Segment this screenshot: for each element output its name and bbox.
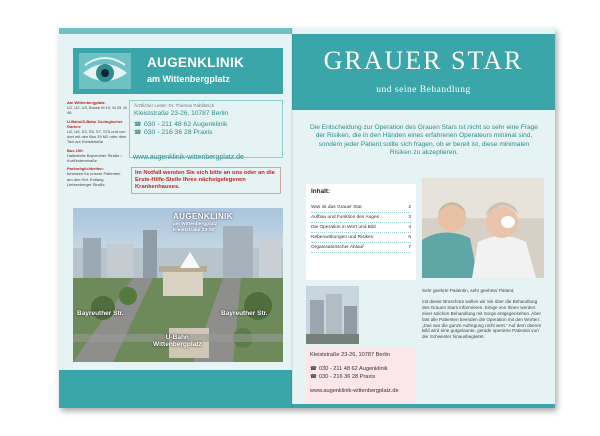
title-band: [292, 34, 555, 110]
fax-icon: ☎: [310, 374, 317, 380]
phone-icon: ☎: [310, 366, 317, 372]
street-label: Bayreuther Str.: [77, 310, 124, 317]
bottom-band: [59, 370, 292, 408]
address: Kleiststraße 23-26, 10787 Berlin: [310, 352, 390, 358]
top-stripe: [59, 28, 292, 34]
direction-item: Bus 100: Haltestelle Bayreuther Straße / Kurfürstenstraße: [67, 147, 122, 164]
bottom-stripe: [292, 404, 555, 408]
clinic-building-photo: [306, 286, 359, 344]
toc-item: Die Operation in Wort und Bild 4: [311, 223, 411, 233]
clinic-lead: Ärztlicher Leiter: Dr. Thomas Pahlitzsch: [134, 103, 215, 108]
website-link[interactable]: www.augenklinik-wittenbergplatz.de: [133, 154, 244, 161]
clinic-logo: [73, 48, 283, 94]
direction-item: U-Bahn/S-Bahn Zoologischer Garten: U2, U9, S3, S5, S7, S75 und von dort mit den Bus 29 M2 oder dem Taxi zur Kleiststraße: [67, 118, 127, 145]
website-link[interactable]: www.augenklinik-wittenbergplatz.de: [310, 388, 399, 394]
toc-title: Inhalt:: [311, 188, 331, 195]
patient-illustration: [422, 178, 544, 278]
building-illustration: [306, 286, 359, 344]
ubahn-label: U-Bahn Wittenbergplatz: [153, 334, 202, 348]
brochure-subtitle: und seine Behandlung: [376, 85, 471, 95]
directions: [67, 100, 127, 190]
page-fold: [291, 28, 293, 408]
fax-icon: ☎: [134, 130, 142, 136]
toc-item: Organisatorischer Ablauf 7: [311, 243, 411, 253]
address-box: [306, 348, 416, 406]
greeting: Sehr geehrte Patientin, sehr geehrter Patient,: [422, 288, 515, 293]
direction-item: Parkmöglichkeiten: besetzen für unsere Patienten am den Hof. Entlang Lietzenberger Straße.: [67, 166, 121, 187]
toc-item: Aufbau und Funktion des Auges 3: [311, 213, 411, 223]
photo-subtitle: am Wittenbergplatz Kleiststraße 23-26: [173, 222, 218, 233]
photo-title: AUGENKLINIK: [173, 212, 233, 221]
toc-item: Was ist das Grauer Star 2: [311, 203, 411, 213]
eye-icon: [79, 53, 131, 89]
phone-practice: ☎ 030 - 216 36 28 Praxis: [134, 129, 213, 136]
clinic-address: Kleiststraße 23-26, 10787 Berlin: [134, 110, 229, 117]
patient-nurse-photo: [422, 178, 544, 278]
emergency-note: Im Notfall wenden Sie sich bitte an uns oder an die Erste-Hilfe-Stelle Ihres nächstgelegenen Krankenhauses.: [131, 167, 281, 194]
logo-title: AUGENKLINIK: [147, 55, 245, 70]
intro-text: Die Entscheidung zur Operation des Grauen Stars ist nicht so sehr eine Frage der Risiken, die in den Händen eines erfahrenen Operateurs minimal sind, sondern jeder Patient sollte sich fragen, ob er bereit ist, diese minimalen Risiken zu akzeptieren.: [310, 124, 538, 157]
brochure: [59, 28, 555, 408]
direction-item: Am Wittenbergplatz: U1, U2, U3, Busse M 19, M 29, M 46: [67, 100, 127, 116]
table-of-contents: [306, 184, 416, 280]
brochure-title: GRAUER STAR: [323, 46, 524, 75]
street-label: Bayreuther Str.: [221, 310, 268, 317]
letter-text: [422, 288, 544, 345]
phone-practice: ☎ 030 - 216 36 28 Praxis: [310, 374, 376, 380]
phone-clinic: ☎ 030 - 211 48 62 Augenklinik: [310, 366, 388, 372]
contact-box: [129, 100, 283, 158]
left-page: [59, 28, 292, 408]
logo-subtitle: am Wittenbergplatz: [147, 74, 230, 84]
phone-clinic: ☎ 030 - 211 48 62 Augenklinik: [134, 121, 228, 128]
phone-icon: ☎: [134, 122, 142, 128]
city-aerial-photo: [73, 208, 283, 362]
toc-item: Nebenwirkungen und Risiken 6: [311, 233, 411, 243]
body-text: mit dieser Broschüre wollen wir Sie über die Behandlung des Grauen Stars informieren. Einige von Ihnen werden einer solchen Behandlung mit Sorge entgegensehen. Aber fast alle Patienten beenden die Operation mit den Worten: „Das war die ganze Aufregung nicht wert.“ Auf dem oberen Bild wird eine gutgelaunte, gerade operierte Patientin von der Schwester hinausbegleitet.: [422, 298, 542, 340]
right-page: [292, 28, 555, 408]
